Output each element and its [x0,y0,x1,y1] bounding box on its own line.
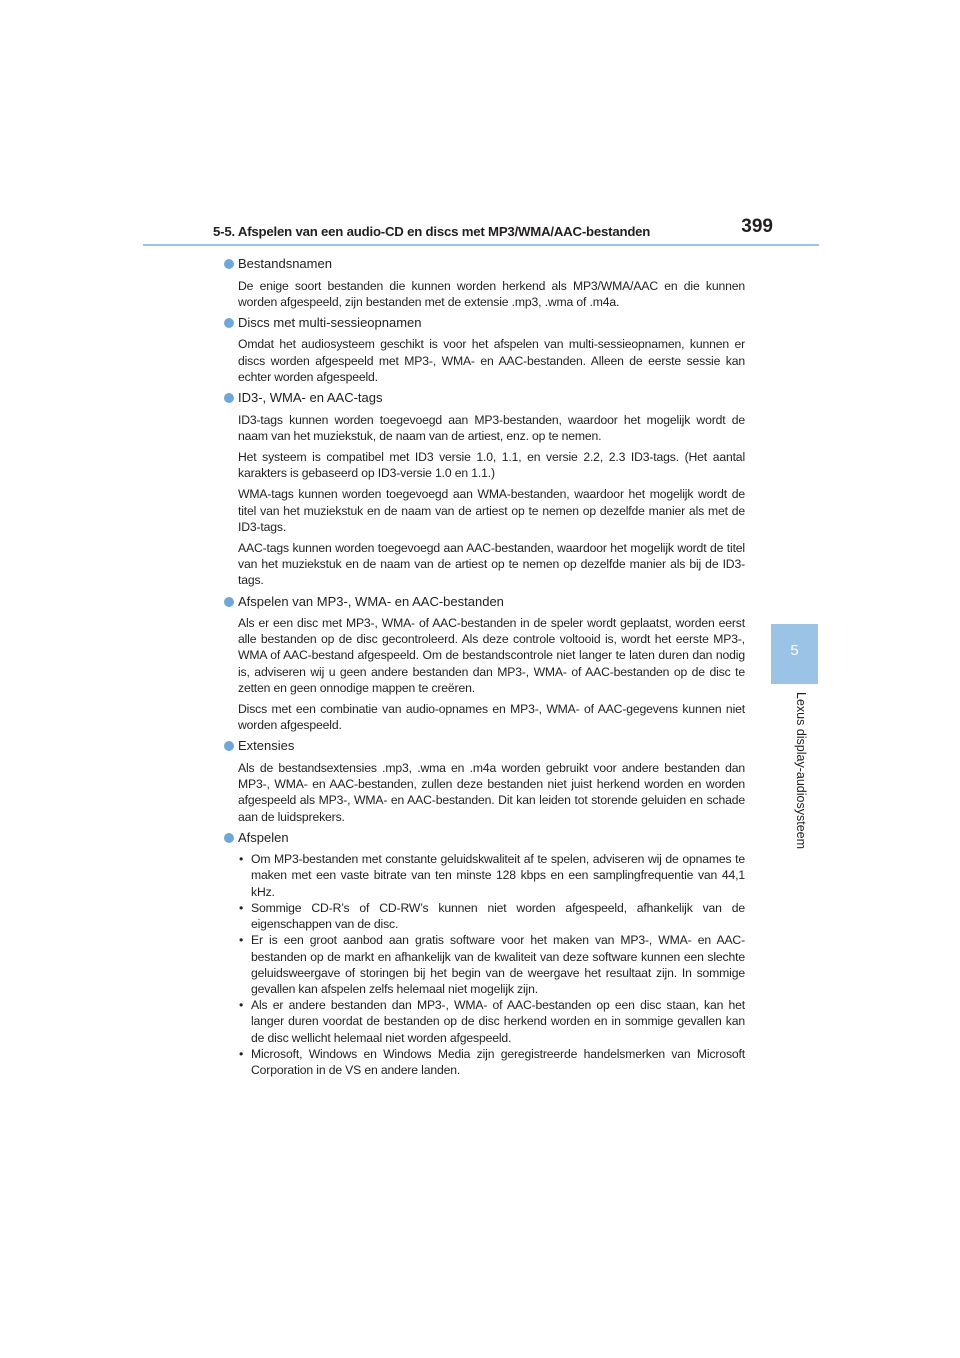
section-tags [222,390,745,589]
section-multi-sessie [222,315,745,385]
paragraph: Discs met een combinatie van audio-opnames en MP3-, WMA- of AAC-gegevens kunnen niet worden afgespeeld. [238,702,745,733]
list-marker: • [239,998,244,1013]
section-title: Extensies [238,738,295,754]
section-title: ID3-, WMA- en AAC-tags [238,390,383,406]
bullet-list [238,851,745,1078]
section-title: Bestandsnamen [238,256,332,271]
list-item: • Er is een groot aanbod aan gratis software voor het maken van MP3-, WMA- en AAC-bestanden op de markt en afhankelijk van de kwaliteit van deze software kunnen een slechte geluidsweergave of storingen bij het begin van de weergave het resultaat zijn. In sommige gevallen kan afspelen zelfs helemaal niet mogelijk zijn. [239,933,745,996]
list-marker: • [239,1046,244,1061]
paragraph: Als er een disc met MP3-, WMA- of AAC-bestanden in de speler wordt geplaatst, worden eerst alle bestanden op de disc gecontroleerd. Als deze controle voltooid is, wordt het eerste MP3-, WMA of AAC-bestand afgespeeld. Om de bestandscontrole niet langer te laten duren dan nodig is, adviseren wij u geen andere bestanden dan MP3-, WMA- of AAC-bestanden op de disc te zetten en geen onnodige mappen te creëren. [238,616,745,695]
list-item: • Sommige CD-R’s of CD-RW’s kunnen niet worden afgespeeld, afhankelijk van de eigenschappen van de disc. [239,900,745,932]
chapter-side-label: Lexus display-audiosysteem [794,692,808,850]
list-marker: • [239,852,244,867]
chapter-title: 5-5. Afspelen van een audio-CD en discs met MP3/WMA/AAC-bestanden [213,224,651,239]
section-bullet-icon [224,597,234,607]
paragraph: ID3-tags kunnen worden toegevoegd aan MP3-bestanden, waardoor het mogelijk wordt de naam van het muziekstuk, de naam van de artiest, enz. op te nemen. [238,412,745,443]
section-title: Afspelen van MP3-, WMA- en AAC-bestanden [238,593,504,609]
paragraph: WMA-tags kunnen worden toegevoegd aan WMA-bestanden, waardoor het mogelijk wordt de titel van het muziekstuk en de naam van de artiest op te nemen op dezelfde manier als met de ID3-tags. [238,487,745,534]
section-bullet-icon [224,259,234,269]
section-bestandsnamen [222,256,745,310]
paragraph: Omdat het audiosysteem geschikt is voor het afspelen van multi-sessieopnamen, kunnen er discs worden afgespeeld met MP3-, WMA- en AAC-bestanden. Alleen de eerste sessie kan echter worden afgespeeld. [238,337,745,384]
paragraph: Als de bestandsextensies .mp3, .wma en .m4a worden gebruikt voor andere bestanden dan MP3-, WMA- en AAC-bestanden, zullen deze bestanden niet juist herkend worden en worden afgespeeld als MP3-, WMA- en AAC-bestanden. Dit kan leiden tot storende geluiden en schade aan de luidsprekers. [238,760,745,824]
page-number: 399 [741,216,773,237]
list-item: • Als er andere bestanden dan MP3-, WMA- of AAC-bestanden op een disc staan, kan het langer duren voordat de bestanden op de disc herkend worden en in sommige gevallen kan de disc wellicht helemaal niet worden afgespeeld. [239,998,745,1045]
section-extensies [222,738,745,824]
list-item: • Microsoft, Windows en Windows Media zijn geregistreerde handelsmerken van Microsoft Corporation in de VS en andere landen. [239,1046,745,1077]
paragraph: AAC-tags kunnen worden toegevoegd aan AAC-bestanden, waardoor het mogelijk wordt de titel van het muziekstuk en de naam van de artiest op te nemen op dezelfde manier als bij de ID3-tags. [238,540,745,588]
section-bullet-icon [224,741,234,751]
section-afspelen-bestanden [222,594,745,734]
section-title: Afspelen [238,829,289,845]
section-bullet-icon [224,393,234,403]
page-header [143,216,819,246]
chapter-tab-number: 5 [790,642,799,659]
list-item: • Om MP3-bestanden met constante geluidskwaliteit af te spelen, adviseren wij de opnames te maken met een vaste bitrate van ten minste 128 kbps en een samplingfrequentie van 44,1 kHz. [239,852,745,899]
list-marker: • [239,933,244,948]
section-bullet-icon [224,833,234,843]
section-afspelen [222,830,745,1078]
section-title: Discs met multi-sessieopnamen [238,314,422,330]
section-bullet-icon [224,318,234,328]
header-divider [143,244,819,246]
page-content [222,256,745,1082]
list-marker: • [239,900,244,915]
paragraph: Het systeem is compatibel met ID3 versie 1.0, 1.1, en versie 2.2, 2.3 ID3-tags. (Het aantal karakters is gebaseerd op ID3-versie 1.0 en 1.1.) [238,449,745,481]
paragraph: De enige soort bestanden die kunnen worden herkend als MP3/WMA/AAC en die kunnen worden afgespeeld, zijn bestanden met de extensie .mp3, .wma of .m4a. [238,278,745,309]
chapter-tab [771,624,818,684]
